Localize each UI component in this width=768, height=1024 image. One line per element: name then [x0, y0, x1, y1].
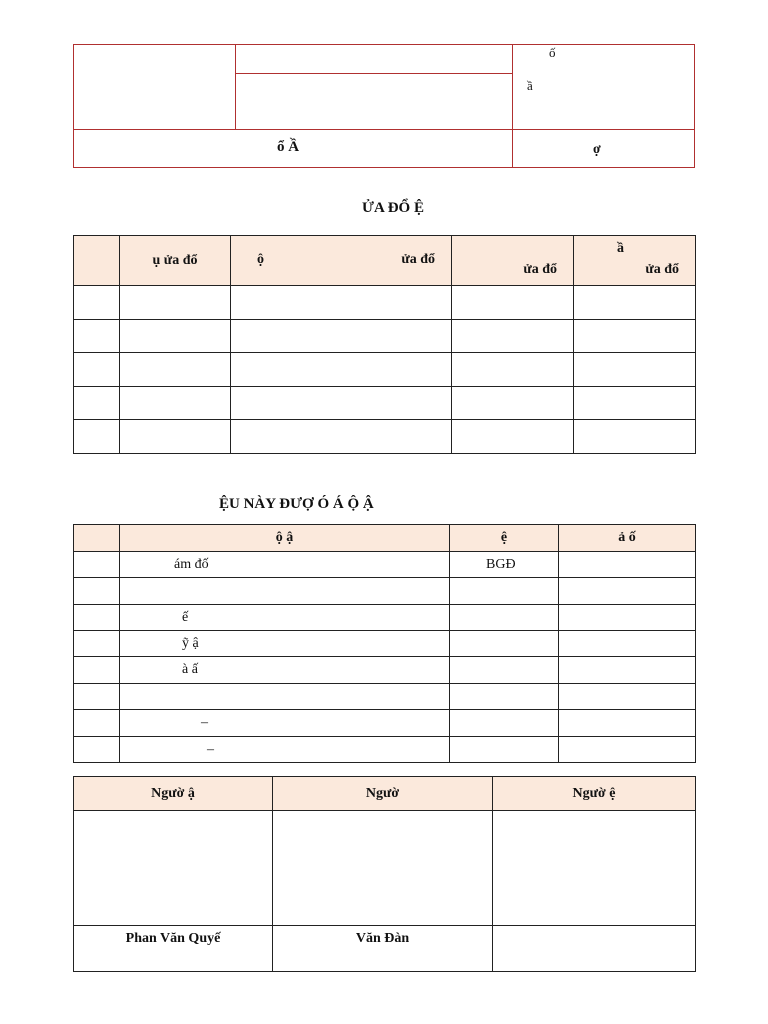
- header-box: [73, 44, 695, 168]
- signature-table: [73, 776, 696, 972]
- table-header-cell: ộ ửa đổ: [231, 236, 452, 286]
- signature-name-row: [74, 926, 696, 972]
- table-header-cell: ụ ửa đổ: [120, 236, 231, 286]
- table-header-cell: [74, 525, 120, 552]
- signature-box: [273, 811, 493, 926]
- table-row: [74, 320, 696, 353]
- header-divider: [512, 44, 513, 168]
- signature-header-reviewed: Ngườ: [273, 777, 493, 811]
- department-name: ám đố: [120, 552, 450, 578]
- table-row: [74, 387, 696, 420]
- header-revision: ợ: [593, 142, 601, 157]
- table-row: [74, 684, 696, 710]
- signature-header-prepared: Ngườ ậ: [74, 777, 273, 811]
- header-divider: [235, 73, 512, 74]
- table-row: [74, 552, 696, 578]
- department-name: [120, 684, 450, 710]
- department-name: [120, 578, 450, 605]
- table-row: [74, 353, 696, 387]
- signature-area-row: [74, 811, 696, 926]
- table-row: [74, 657, 696, 684]
- table-header-cell: ộ ậ: [120, 525, 450, 552]
- signature-header-approved: Ngườ ệ: [493, 777, 696, 811]
- section1-title: ỬA ĐỔ Ệ: [362, 200, 424, 216]
- signer-name: Phan Văn Quyế: [74, 926, 273, 972]
- table-header-cell: ầ ửa đổ: [574, 236, 696, 286]
- table-row: [74, 710, 696, 737]
- distribution-table: [73, 524, 696, 763]
- signer-name: Văn Đàn: [273, 926, 493, 972]
- header-right-line2: ầ: [527, 78, 533, 93]
- table-row: [74, 578, 696, 605]
- table-row: [74, 420, 696, 454]
- table-row: [74, 631, 696, 657]
- revision-table: [73, 235, 696, 454]
- header-divider: [73, 129, 695, 130]
- signature-box: [493, 811, 696, 926]
- table-header-row: [74, 236, 696, 286]
- header-right-line1: ố: [549, 45, 556, 60]
- header-doc-title: ổ Ầ: [277, 139, 300, 155]
- table-header-row: [74, 777, 696, 811]
- section2-title: ỆU NÀY ĐƯỢ Ó Á Ộ Ậ: [219, 496, 374, 512]
- table-row: [74, 605, 696, 631]
- department-name: ỹ ậ: [120, 631, 450, 657]
- table-row: [74, 737, 696, 763]
- department-name: –: [120, 737, 450, 763]
- department-name: ế: [120, 605, 450, 631]
- department-name: à ấ: [120, 657, 450, 684]
- department-name: –: [120, 710, 450, 737]
- signature-box: [74, 811, 273, 926]
- table-header-row: [74, 525, 696, 552]
- department-code: BGĐ: [450, 552, 559, 578]
- table-header-cell: [74, 236, 120, 286]
- table-header-cell: ệ: [450, 525, 559, 552]
- table-header-cell: ả ố: [559, 525, 696, 552]
- table-header-cell: ửa đổ: [452, 236, 574, 286]
- signer-name: [493, 926, 696, 972]
- table-row: [74, 286, 696, 320]
- header-divider: [235, 44, 236, 130]
